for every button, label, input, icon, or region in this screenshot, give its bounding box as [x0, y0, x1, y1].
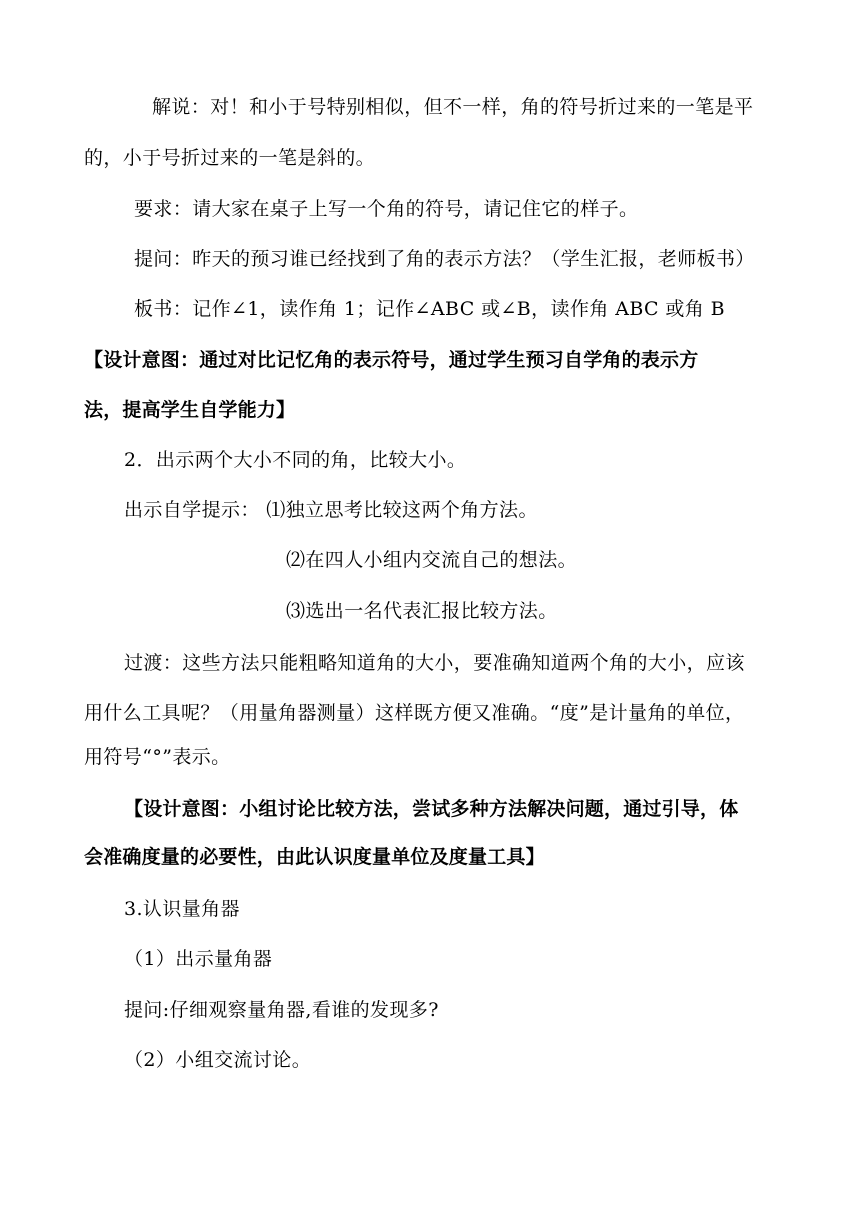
paragraph-explanation-line1: 解说：对！和小于号特别相似，但不一样，角的符号折过来的一笔是平 [152, 96, 754, 118]
paragraph-requirement: 要求：请大家在桌子上写一个角的符号，请记住它的样子。 [134, 198, 639, 220]
self-study-hint-3: ⑶选出一名代表汇报比较方法。 [286, 600, 558, 622]
self-study-hint-2: ⑵在四人小组内交流自己的想法。 [286, 549, 578, 571]
paragraph-transition-line3: 用符号“°”表示。 [84, 746, 231, 768]
paragraph-explanation-line2: 的，小于号折过来的一笔是斜的。 [84, 147, 376, 169]
paragraph-transition-line2: 用什么工具呢？（用量角器测量）这样既方便又准确。“度”是计量角的单位， [84, 702, 745, 724]
design-intent-1-line2: 法，提高学生自学能力】 [84, 399, 296, 421]
substep-2: （2）小组交流讨论。 [124, 1049, 312, 1071]
design-intent-2-line2: 会准确度量的必要性，由此认识度量单位及度量工具】 [84, 846, 545, 868]
paragraph-question-2: 提问:仔细观察量角器,看谁的发现多? [124, 999, 439, 1021]
step-2-heading: 2．出示两个大小不同的角，比较大小。 [124, 449, 467, 471]
paragraph-transition-line1: 过渡：这些方法只能粗略知道角的大小，要准确知道两个角的大小，应该 [124, 652, 745, 674]
design-intent-2-line1: 【设计意图：小组讨论比较方法，尝试多种方法解决问题，通过引导，体 [124, 798, 739, 820]
paragraph-question: 提问：昨天的预习谁已经找到了角的表示方法？（学生汇报，老师板书） [134, 248, 755, 270]
paragraph-board-notes: 板书：记作∠1，读作角 1；记作∠ABC 或∠B，读作角 ABC 或角 B [134, 298, 726, 320]
self-study-hint-1: 出示自学提示： ⑴独立思考比较这两个角方法。 [124, 499, 538, 521]
step-3-heading: 3.认识量角器 [124, 898, 240, 920]
design-intent-1-line1: 【设计意图：通过对比记忆角的表示符号，通过学生预习自学角的表示方 [84, 349, 699, 371]
substep-1: （1）出示量角器 [124, 948, 273, 970]
